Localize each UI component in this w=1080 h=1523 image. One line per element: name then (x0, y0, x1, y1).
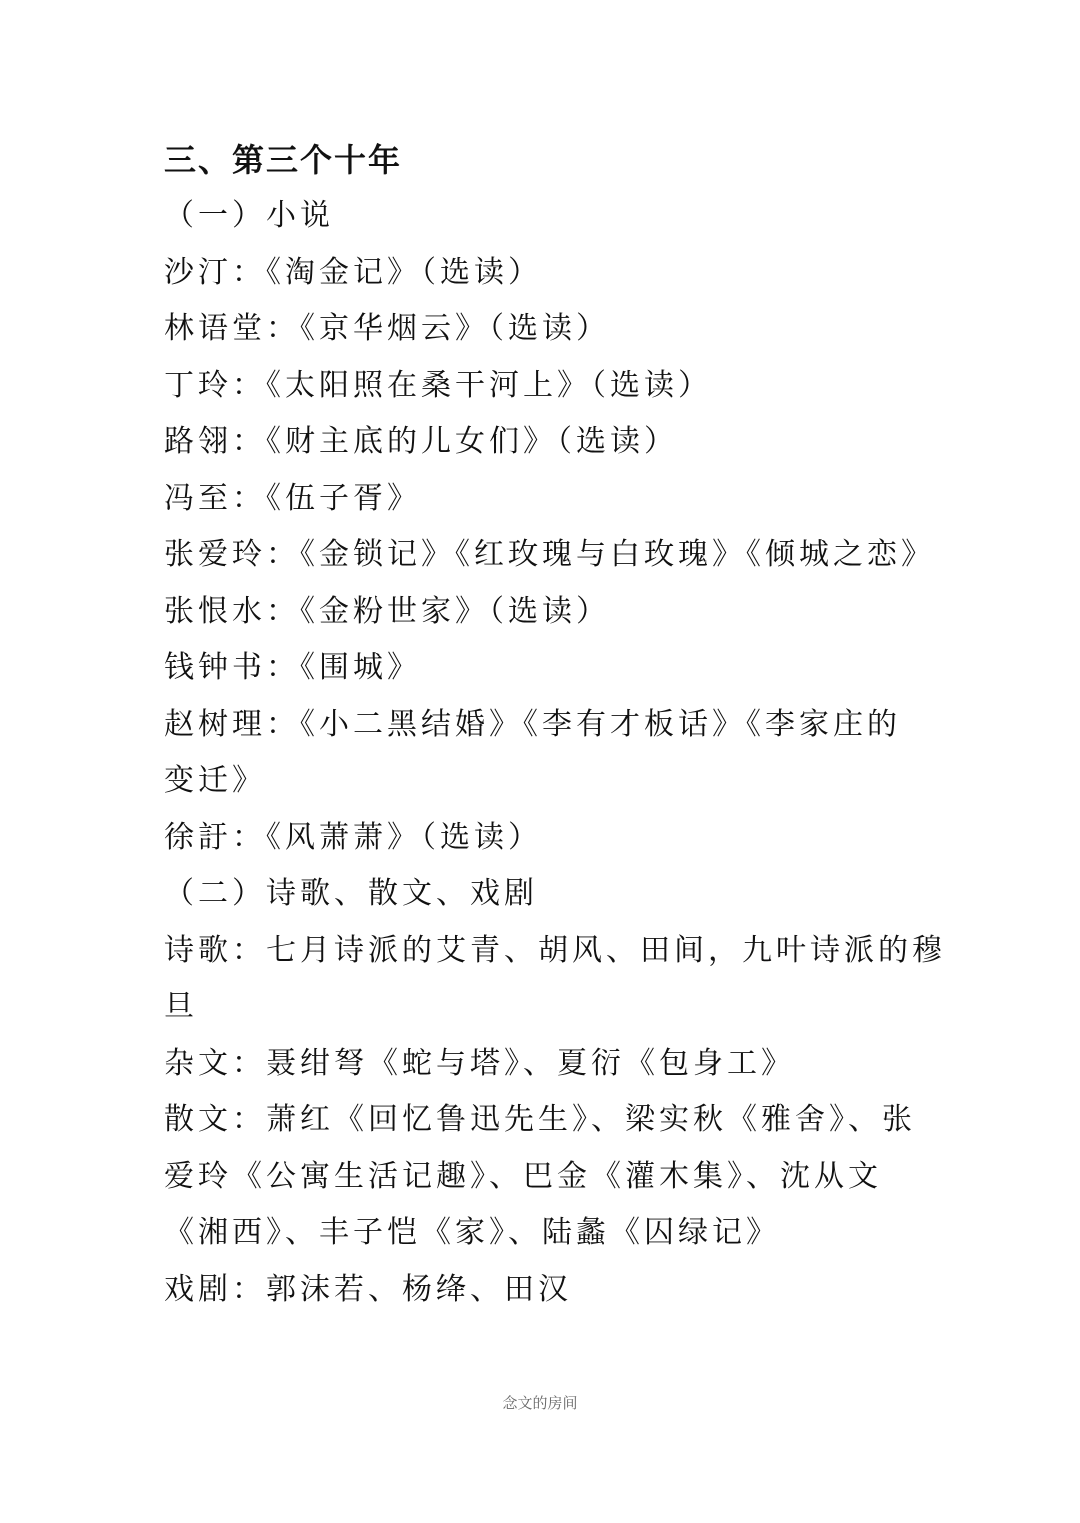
text-line: 散文：萧红《回忆鲁迅先生》、梁实秋《雅舍》、张 (164, 1102, 916, 1137)
text-line: 徐訏：《风萧萧》（选读） (164, 819, 542, 855)
text-line: 沙汀：《淘金记》（选读） (164, 254, 542, 290)
document-body (164, 132, 954, 1318)
text-line: 杂文：聂绀弩《蛇与塔》、夏衍《包身工》 (164, 1045, 795, 1081)
text-line: 路翎：《财主底的儿女们》（选读） (164, 424, 678, 459)
text-line: 爱玲《公寓生活记趣》、巴金《灌木集》、沈从文 (164, 1158, 882, 1194)
text-line: 张爱玲：《金锁记》《红玫瑰与白玫瑰》《倾城之恋》 (164, 537, 935, 572)
section-heading: 三、第三个十年 (164, 141, 403, 179)
text-line: 戏剧：郭沫若、杨绛、田汉 (164, 1271, 572, 1307)
text-line: 冯至：《伍子胥》 (164, 480, 421, 516)
text-line: 丁玲：《太阳照在桑干河上》（选读） (164, 367, 712, 403)
text-line: 林语堂：《京华烟云》（选读） (164, 311, 610, 346)
text-line: 《湘西》、丰子恺《家》、陆蠡《囚绿记》 (164, 1215, 780, 1250)
text-line: 钱钟书：《围城》 (164, 650, 421, 685)
text-line: 张恨水：《金粉世家》（选读） (164, 593, 610, 629)
text-line: 旦 (164, 989, 198, 1024)
text-line: 赵树理：《小二黑结婚》《李有才板话》《李家庄的 (164, 706, 901, 742)
subsection-heading-fiction: （一）小说 (164, 198, 334, 233)
text-line: 变迁》 (164, 763, 266, 798)
text-line: 诗歌：七月诗派的艾青、胡风、田间，九叶诗派的穆 (164, 932, 946, 968)
subsection-heading-poetry-prose-drama: （二）诗歌、散文、戏剧 (164, 876, 538, 911)
footer-watermark: 念文的房间 (502, 1394, 578, 1412)
